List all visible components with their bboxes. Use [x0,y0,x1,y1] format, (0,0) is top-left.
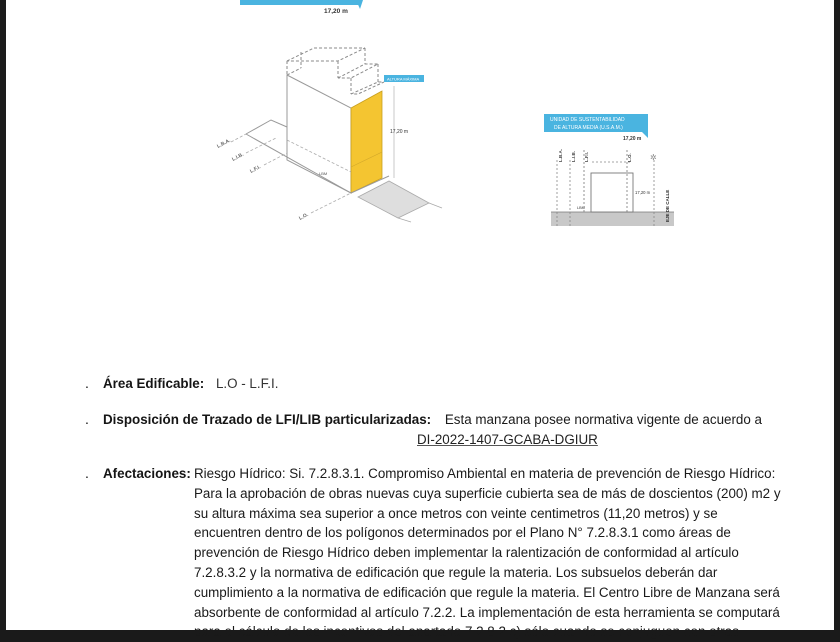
paragraph-line: su altura máxima sea superior a once metros con veinte centimetros (11,20 metros) y se [194,505,718,521]
paragraph-line: para el cálculo de los incentivos del apartado 7.2.8.2 c) sólo cuando se conjuguen con otras [194,624,739,640]
usam-base-label: LBM [577,206,585,210]
usam-line-label-lba: L.B.A. [558,149,563,162]
item-value: L.O - L.F.I. [215,376,279,391]
item-label: Disposición de Trazado de LFI/LIB particularizadas: [103,412,432,427]
item-label: Afectaciones: [103,466,191,481]
item-label: Área Edificable: [103,376,205,391]
paragraph-line: 7.2.8.3.2 y la normativa de edificación que regule la materia. Los subsuelos deberán dar [194,564,718,580]
usam-line-label-lfi: L.F.I. [584,152,589,162]
window-edge-right [834,0,840,630]
normativa-link[interactable]: DI-2022-1407-GCABA-DGIUR [417,432,598,447]
item-area-edificable [103,374,278,394]
item-afectaciones-label [103,464,191,484]
item-value: Esta manzana posee normativa vigente de acuerdo a [444,412,762,427]
usam-line-label-lo: L.O. [627,153,632,162]
svg-text:UNIDAD DE SUSTENTABILIDAD: UNIDAD DE SUSTENTABILIDAD [550,117,625,123]
ground [551,212,674,226]
usam-line-label-lib: L.I.B. [571,151,576,162]
paragraph-line: prevención de Riesgo Hídrico deben implementar la ralentización de conformidad al artículo [194,545,739,561]
bullet: . [85,465,89,481]
line-label-lib: L.I.B. [231,151,245,163]
bullet: . [85,411,89,427]
height-value-label: 17,20 m [390,129,409,135]
line-label-lfi: L.F.I. [249,164,262,175]
link-row [417,430,598,450]
svg-text:ALTURA MÁXIMA: ALTURA MÁXIMA [387,76,420,82]
usam-width-label: 17,20 m [623,136,642,142]
paragraph-line: Para la aprobación de obras nuevas cuya superficie cubierta sea de más de doscientos (200) m2 y [194,485,781,501]
line-label-lo: L.O. [298,211,310,222]
base-label: LBM [319,171,328,176]
bullet: . [85,375,89,391]
svg-text:DE ALTURA MEDIA (U.S.A.M.): DE ALTURA MEDIA (U.S.A.M.) [554,125,623,131]
paragraph-line: absorbente de conformidad al artículo 7.2.2. La implementación de esta herramienta se computará [194,604,780,620]
paragraph-line: Riesgo Hídrico: Si. 7.2.8.3.1. Compromiso Ambiental en materia de prevención de Riesgo Hídrico: [194,466,776,481]
usam-section-diagram [6,0,834,240]
paragraph-line: cumplimiento a la normativa de edificación que regule la materia. El Centro Libre de Manzana será [194,584,780,600]
paragraph-line: encuentren dentro de los polígonos determinados por el Plano N° 7.2.8.3.1 como áreas de [194,525,731,541]
top-dimension-label: 17,20 m [324,8,348,15]
usam-height-label: 17,20 m [635,190,651,195]
street-axis-label: EJE DE CALLE [665,189,670,222]
item-disposicion-trazado [103,410,762,430]
afectaciones-paragraph [194,464,781,642]
document-page [6,0,834,640]
street-axis-icon: ✲ [650,153,657,162]
line-label-lba: L.B.A. [216,137,232,150]
